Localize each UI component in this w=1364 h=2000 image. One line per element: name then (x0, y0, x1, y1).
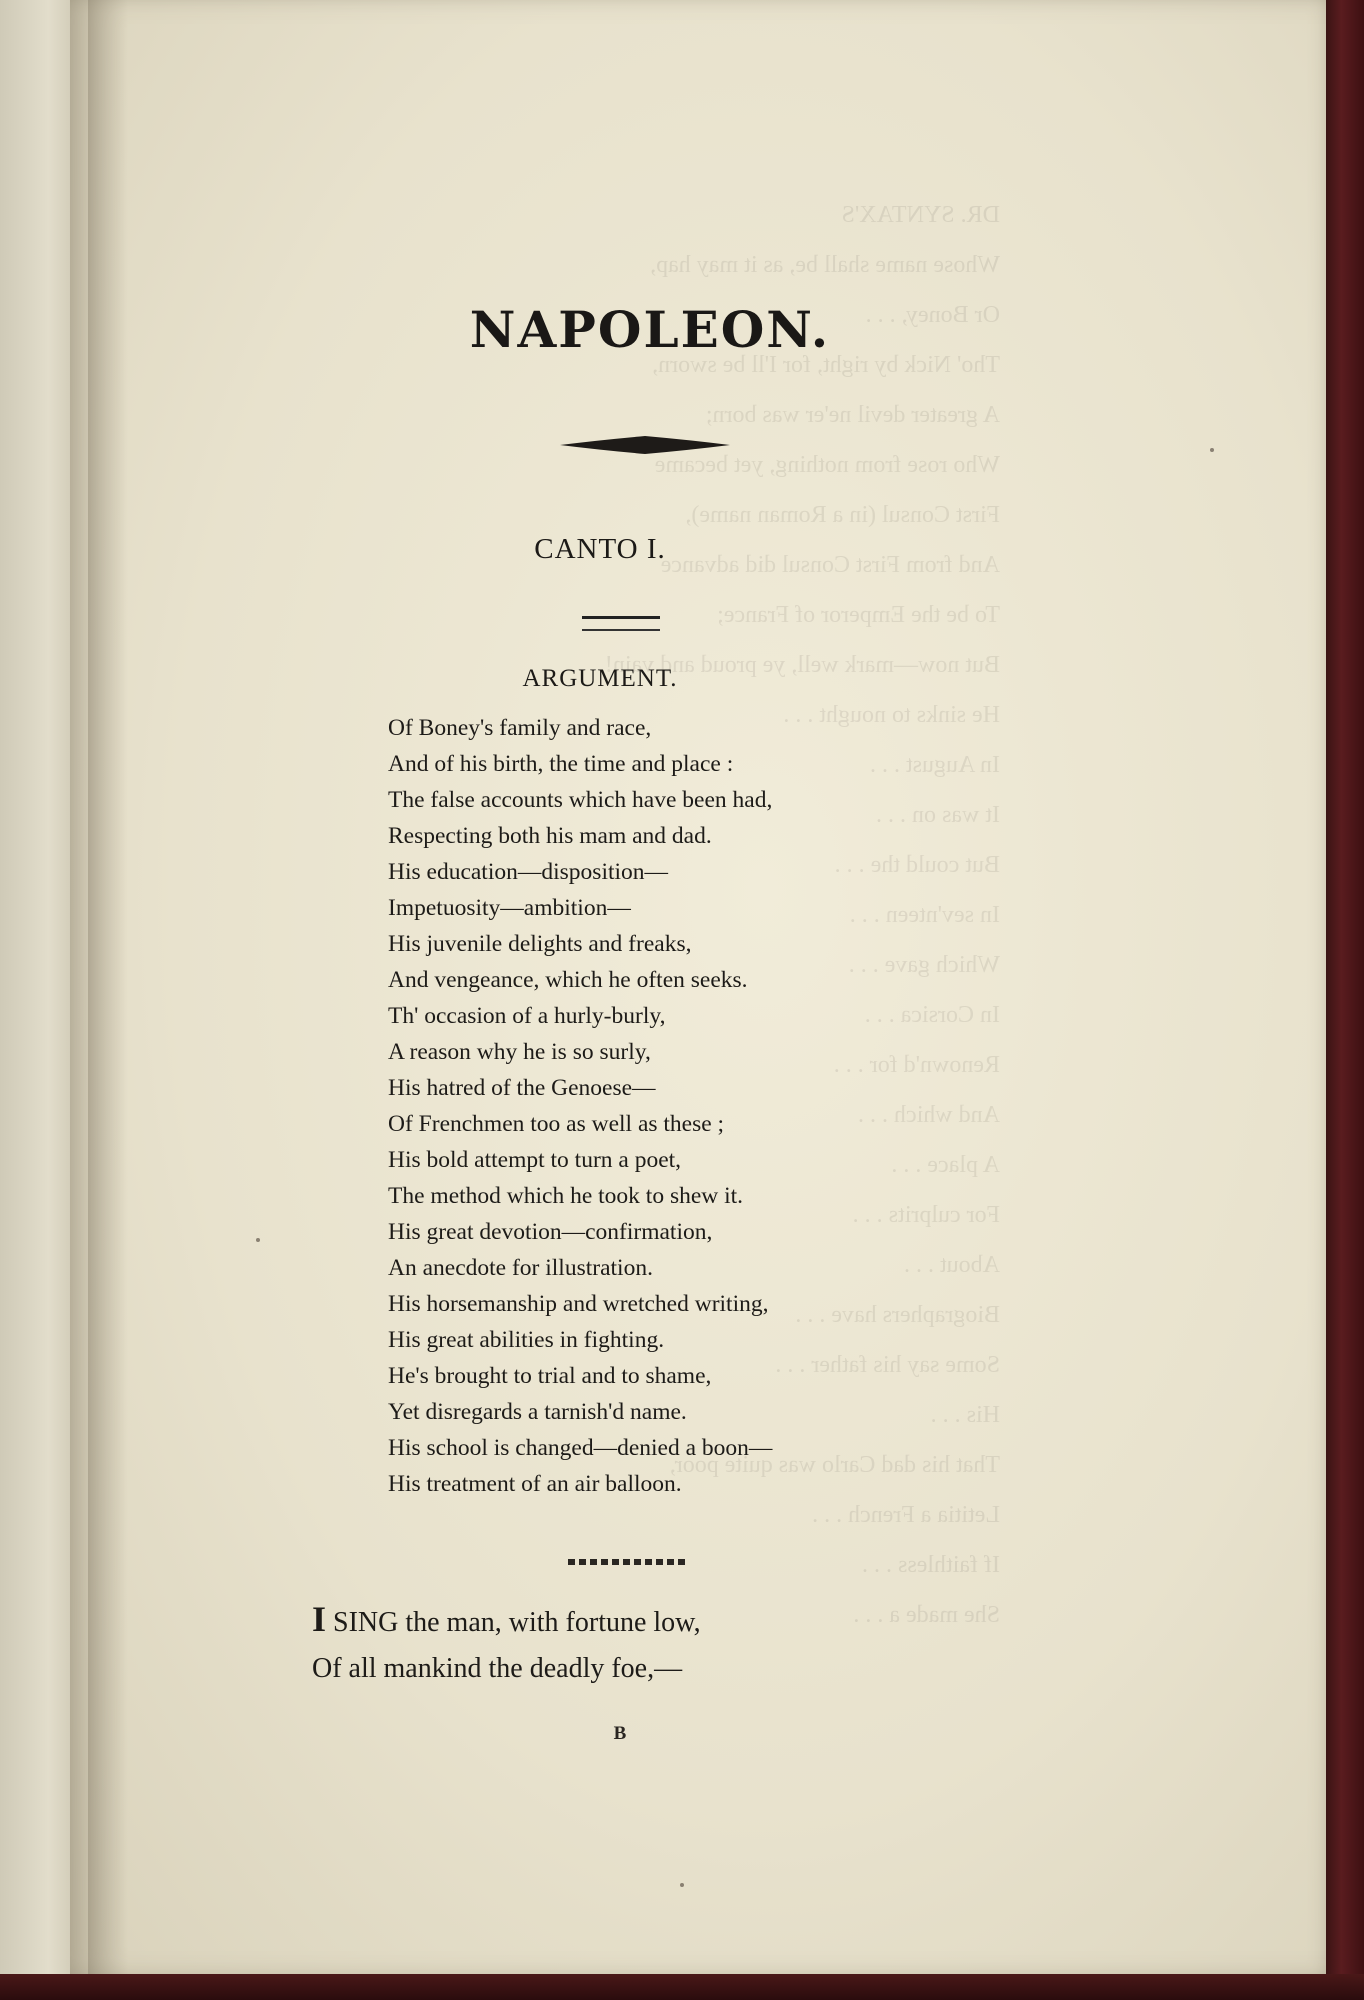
argument-heading: ARGUMENT. (522, 665, 678, 692)
bleed-through-line: About . . . (904, 1252, 1000, 1278)
double-rule-divider (582, 616, 660, 631)
canto-heading: CANTO I. (534, 533, 666, 565)
argument-line: His bold attempt to turn a poet, (388, 1147, 682, 1173)
verse-line-text: SING the man, with fortune low, (326, 1607, 701, 1638)
argument-line: His great abilities in fighting. (388, 1327, 665, 1353)
bleed-through-line: And which . . . (858, 1102, 1000, 1128)
bleed-through-line: Some say his father . . . (775, 1352, 1000, 1378)
bleed-through-line: That his dad Carlo was quite poor, (669, 1452, 1000, 1478)
argument-line: Respecting both his mam and dad. (388, 823, 712, 849)
bleed-through-line: If faithless . . . (862, 1552, 1000, 1578)
bleed-through-line: His . . . (930, 1402, 1000, 1428)
argument-line: Impetuosity—ambition— (388, 895, 631, 921)
bleed-through-line: Or Boney, . . . (865, 302, 1000, 328)
argument-line: His great devotion—confirmation, (388, 1219, 713, 1245)
bleed-through-line: And from First Consul did advance (660, 552, 1000, 578)
bleed-through-line: She made a . . . (853, 1602, 1000, 1628)
bleed-through-line: In sev'nteen . . . (849, 902, 1000, 928)
argument-line: His education—disposition— (388, 859, 669, 885)
bleed-through-line: In August . . . (869, 752, 1000, 778)
bleed-through-line: First Consul (in a Roman name), (685, 502, 1000, 528)
argument-line: The false accounts which have been had, (388, 787, 773, 813)
signature-mark: B (613, 1723, 627, 1744)
argument-line: Yet disregards a tarnish'd name. (388, 1399, 687, 1425)
argument-line: An anecdote for illustration. (388, 1255, 653, 1281)
gutter-shadow (88, 0, 128, 1975)
bleed-through-line: A place . . . (891, 1152, 1000, 1178)
title-ornament-rule (560, 434, 730, 456)
dotted-divider (568, 1559, 686, 1565)
argument-line: He's brought to trial and to shame, (388, 1363, 712, 1389)
bleed-through-line: But could the . . . (834, 852, 1000, 878)
book-cover-edge (0, 1974, 1364, 2000)
verse-line (312, 1596, 872, 1646)
drop-cap: I (312, 1599, 327, 1639)
bleed-through-line: Which gave . . . (848, 952, 1000, 978)
bleed-through-line: Renown'd for . . . (833, 1052, 1000, 1078)
page-title: NAPOLEON. (469, 300, 831, 359)
argument-line: A reason why he is so surly, (388, 1039, 651, 1065)
argument-line: And vengeance, which he often seeks. (388, 967, 748, 993)
bleed-through-line: In Corsica . . . (864, 1002, 1000, 1028)
argument-line: Of Boney's family and race, (388, 715, 652, 741)
bleed-through-line: A greater devil ne'er was born; (705, 402, 1000, 428)
bleed-through-line: Tho' Nick by right, for I'll be sworn, (652, 352, 1000, 378)
bleed-through-line: Biographers have . . . (795, 1302, 1000, 1328)
argument-line: His treatment of an air balloon. (388, 1471, 682, 1497)
bleed-through-line: Whose name shall be, as it may hap, (650, 252, 1000, 278)
argument-line: His juvenile delights and freaks, (388, 931, 692, 957)
bleed-through-line: For culprits . . . (852, 1202, 1000, 1228)
bleed-through-line: It was on . . . (876, 802, 1000, 828)
bleed-through-line: But now—mark well, ye proud and vain! (604, 652, 1000, 678)
bleed-through-line: DR. SYNTAX'S (841, 202, 1000, 228)
bleed-through-line: Who rose from nothing, yet became (654, 452, 1000, 478)
argument-line: Th' occasion of a hurly-burly, (388, 1003, 666, 1029)
argument-list (388, 710, 908, 1502)
verse-opening (312, 1596, 872, 1692)
argument-line: His horsemanship and wretched writing, (388, 1291, 769, 1317)
argument-line: The method which he took to shew it. (388, 1183, 744, 1209)
verse-line: Of all mankind the deadly foe,— (312, 1653, 683, 1684)
argument-line: His hatred of the Genoese— (388, 1075, 656, 1101)
argument-line: His school is changed—denied a boon— (388, 1435, 773, 1461)
book-binding (1326, 0, 1364, 2000)
bleed-through-line: To be the Emperor of France; (717, 602, 1000, 628)
argument-line: And of his birth, the time and place : (388, 751, 734, 777)
paper-speck (1210, 448, 1214, 452)
paper-speck (680, 1883, 684, 1887)
bleed-through-line: Letitia a French . . . (812, 1502, 1000, 1528)
argument-line: Of Frenchmen too as well as these ; (388, 1111, 725, 1137)
paper-speck (256, 1238, 260, 1242)
bleed-through-line: He sinks to nought . . . (783, 702, 1000, 728)
